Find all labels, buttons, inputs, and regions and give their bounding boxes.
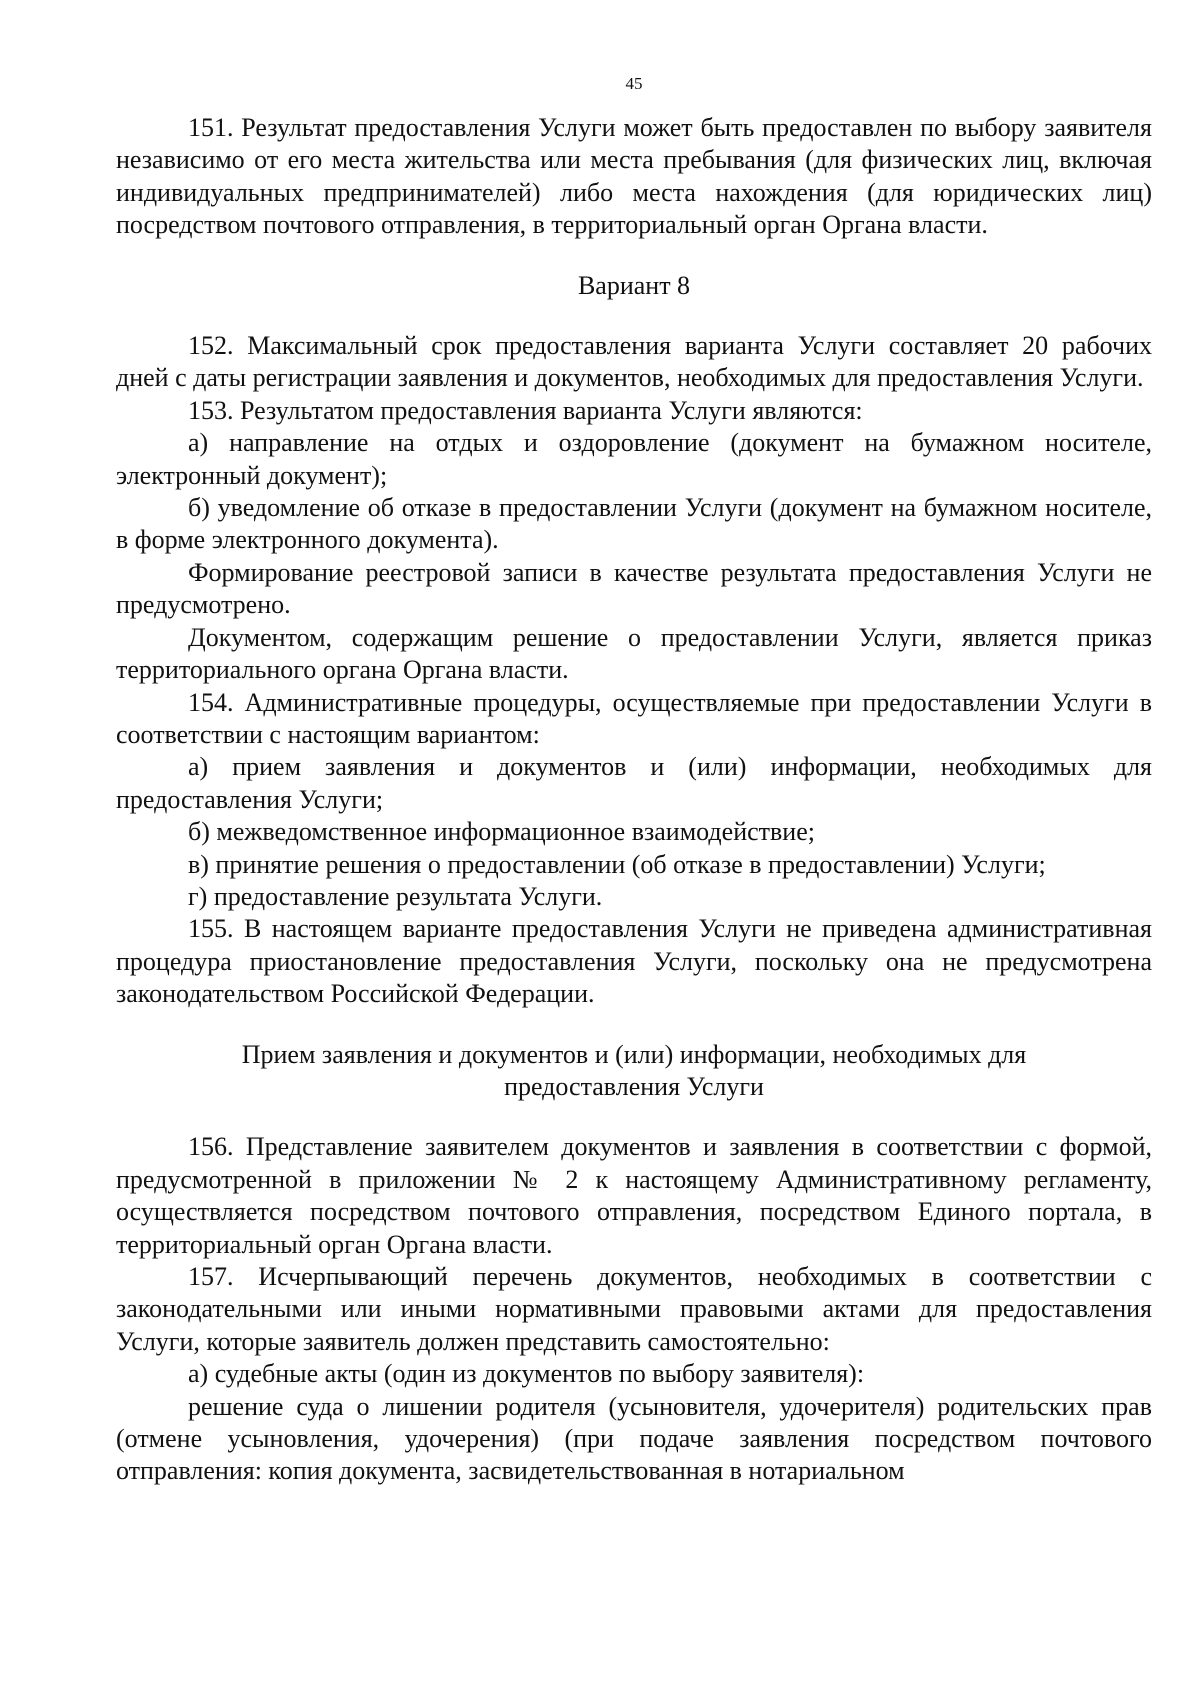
section-heading-reception-line-1: Прием заявления и документов и (или) информации, необходимых для <box>241 1039 1027 1069</box>
paragraph-court-decision: решение суда о лишении родителя (усыновителя, удочерителя) родительских прав (отмене усыновления, удочерения) (при подаче заявления посредством почтового отправления: копия документа, засвидетельствованная в нотариальном <box>116 1391 1152 1486</box>
paragraph-154-b: б) межведомственное информационное взаимодействие; <box>188 817 815 847</box>
document-page <box>116 60 1152 1488</box>
paragraph-154: 154. Административные процедуры, осуществляемые при предоставлении Услуги в соответствии с настоящим вариантом: <box>116 687 1152 749</box>
paragraph-157: 157. Исчерпывающий перечень документов, необходимых в соответствии с законодательными или иными нормативными правовыми актами для предоставления Услуги, которые заявитель должен представить самостоятельно: <box>116 1262 1152 1356</box>
paragraph-151: 151. Результат предоставления Услуги может быть предоставлен по выбору заявителя независимо от его места жительства или места пребывания (для физических лиц, включая индивидуальных предпринимателей) либо места нахождения (для юридических лиц) посредством почтового отправления, в территориальный орган Органа власти. <box>116 113 1152 240</box>
paragraph-153-a: а) направление на отдых и оздоровление (документ на бумажном носителе, электронный документ); <box>116 428 1152 490</box>
paragraph-decision-document: Документом, содержащим решение о предоставлении Услуги, является приказ территориального органа Органа власти. <box>116 622 1152 685</box>
section-heading-variant-8: Вариант 8 <box>577 270 691 300</box>
paragraph-registry-record: Формирование реестровой записи в качестве результата предоставления Услуги не предусмотрено. <box>116 557 1152 620</box>
paragraph-153-b: б) уведомление об отказе в предоставлении Услуги (документ на бумажном носителе, в форме электронного документа). <box>116 493 1152 555</box>
paragraph-153: 153. Результатом предоставления варианта Услуги являются: <box>188 395 863 425</box>
paragraph-154-a: а) прием заявления и документов и (или) информации, необходимых для предоставления Услуги; <box>116 752 1152 814</box>
paragraph-154-v: в) принятие решения о предоставлении (об отказе в предоставлении) Услуги; <box>188 849 1046 879</box>
paragraph-155: 155. В настоящем варианте предоставления Услуги не приведена административная процедура приостановление предоставления Услуги, поскольку она не предусмотрена законодательством Российской Федерации. <box>116 914 1152 1009</box>
page-number: 45 <box>625 74 643 93</box>
section-heading-reception <box>116 1039 1152 1104</box>
paragraph-154-g: г) предоставление результата Услуги. <box>188 881 603 911</box>
section-heading-reception-line-2: предоставления Услуги <box>504 1071 764 1101</box>
paragraph-157-a: а) судебные акты (один из документов по выбору заявителя): <box>188 1359 865 1389</box>
paragraph-152: 152. Максимальный срок предоставления варианта Услуги составляет 20 рабочих дней с даты регистрации заявления и документов, необходимых для предоставления Услуги. <box>116 331 1152 393</box>
paragraph-156: 156. Представление заявителем документов и заявления в соответствии с формой, предусмотренной в приложении № 2 к настоящему Административному регламенту, осуществляется посредством почтового отправления, посредством Единого портала, в территориальный орган Органа власти. <box>116 1132 1152 1259</box>
